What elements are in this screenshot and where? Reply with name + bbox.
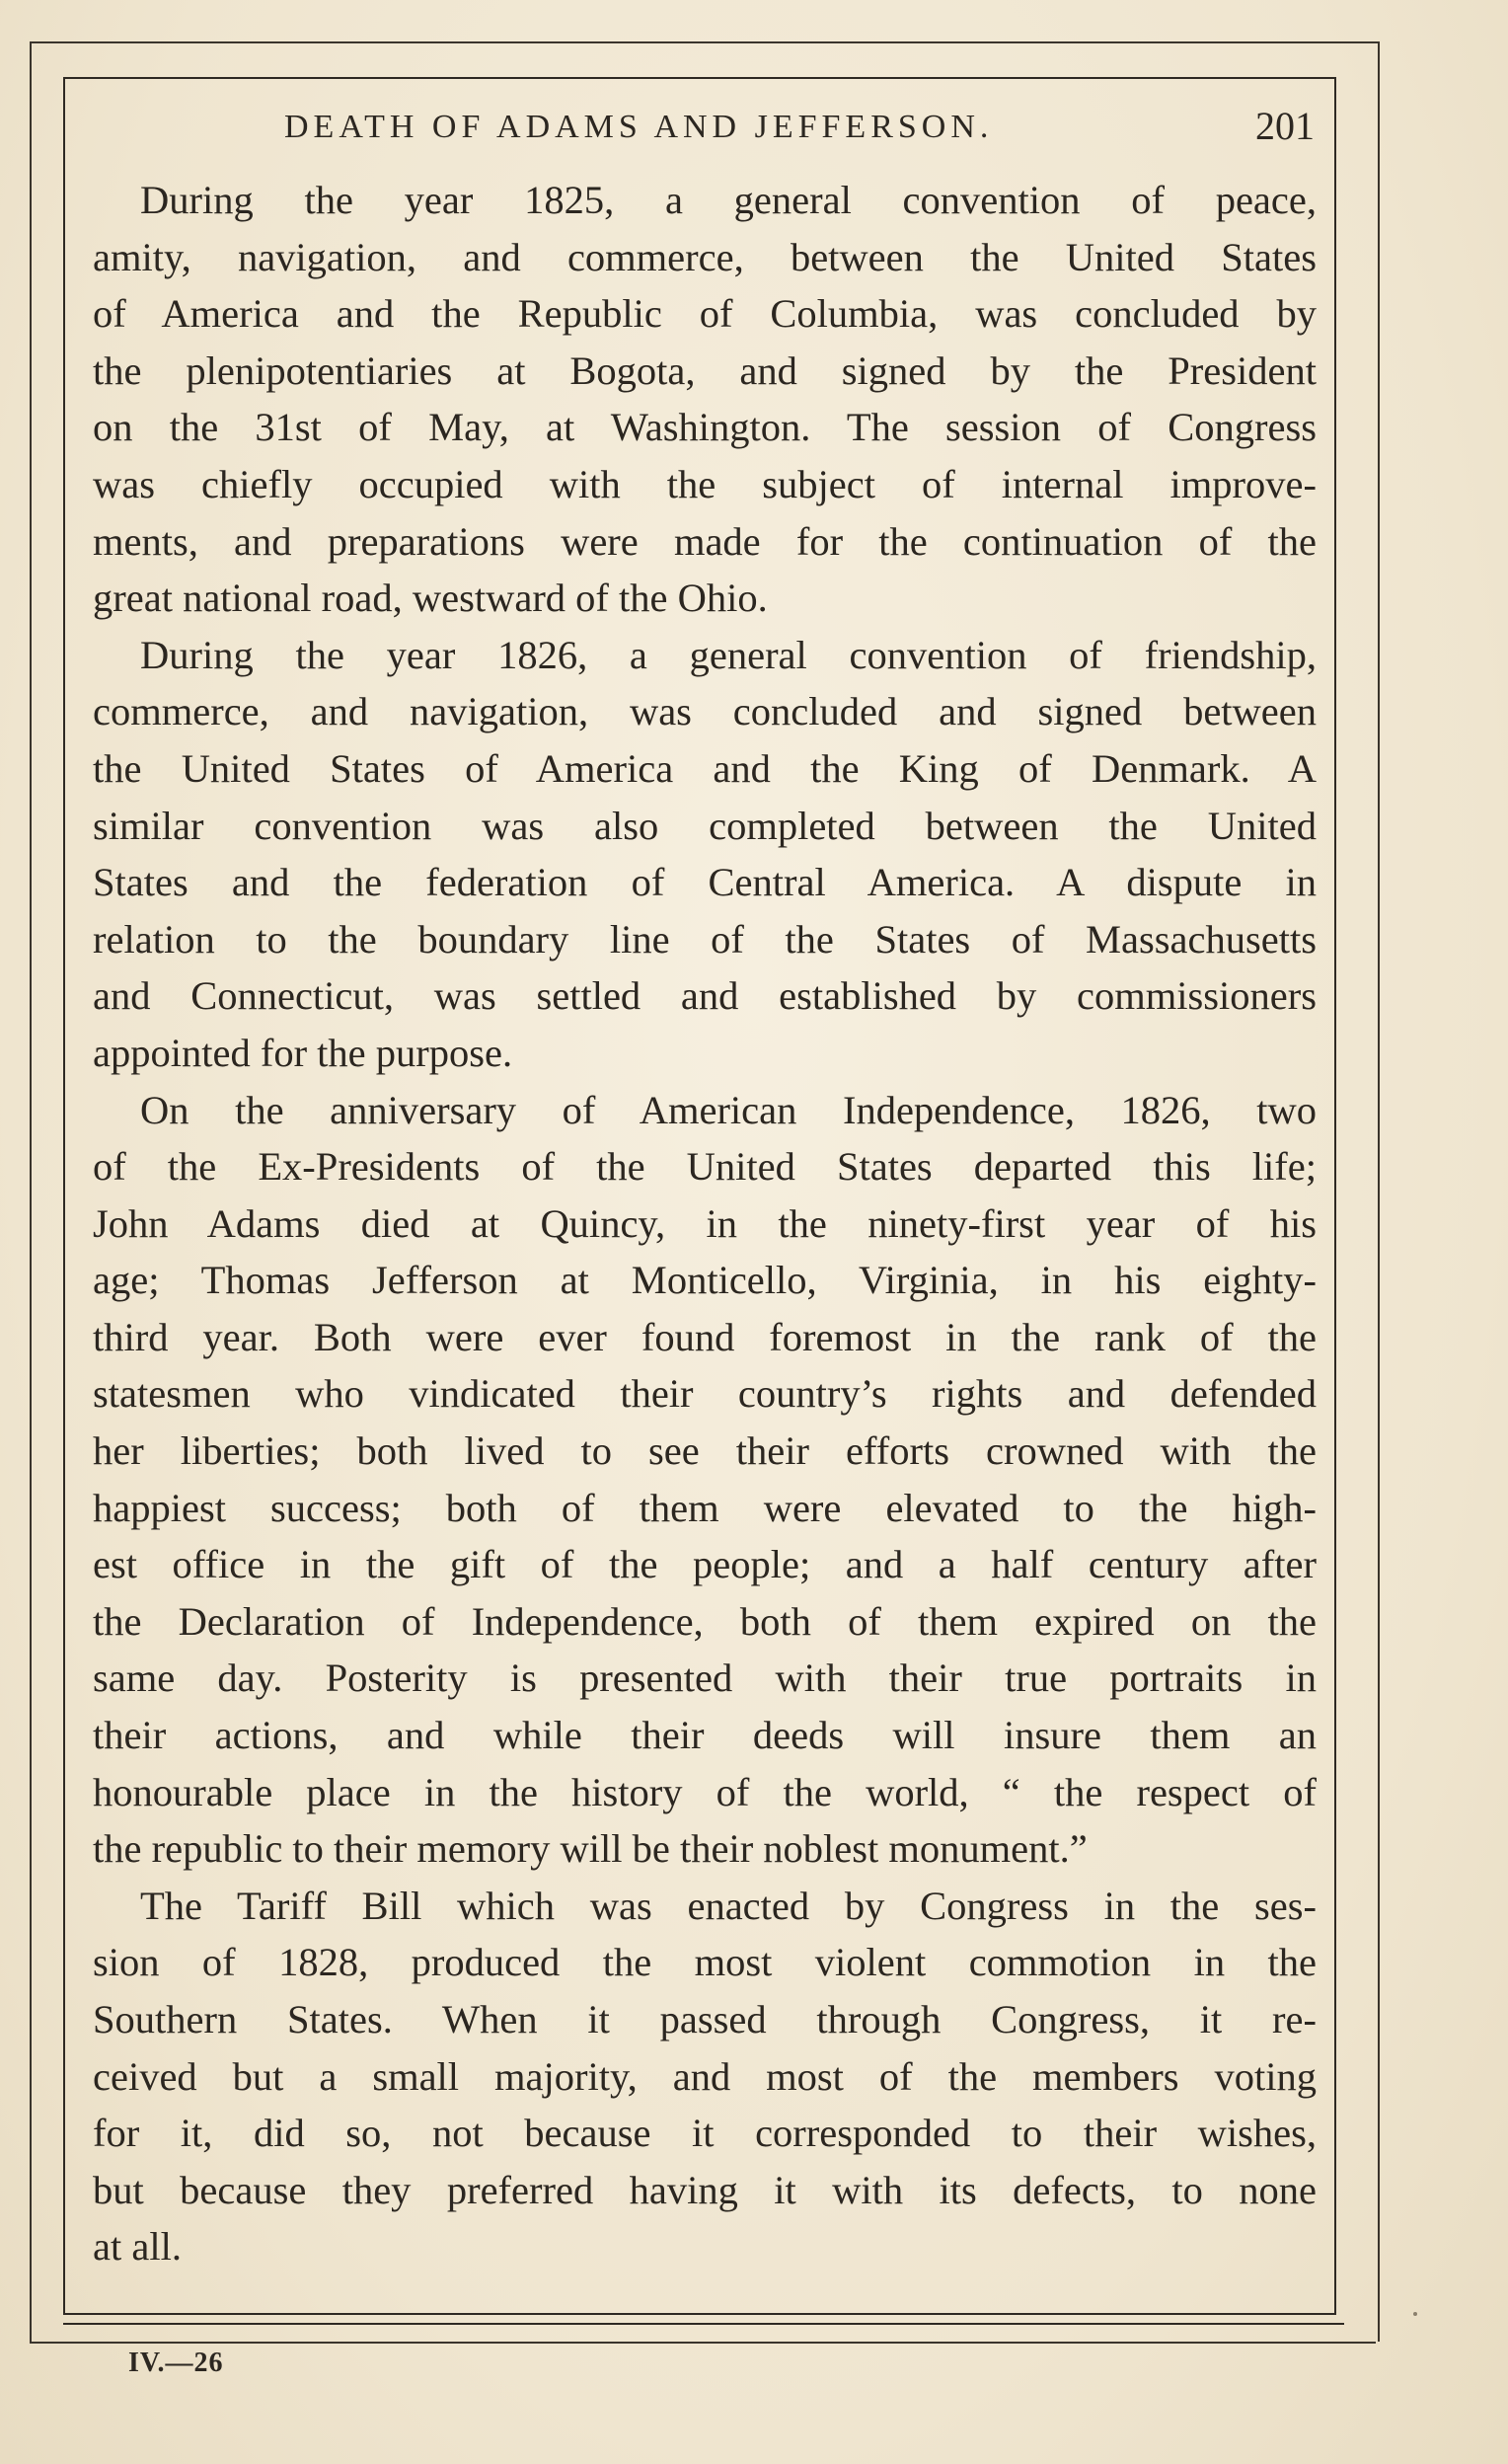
text-line: her liberties; both lived to see their efforts crowned with the: [93, 1428, 1317, 1474]
text-line: the plenipotentiaries at Bogota, and signed by the President: [93, 347, 1317, 393]
signature-mark: IV.—26: [128, 2348, 224, 2378]
text-line: happiest success; both of them were elevated to the high-: [93, 1485, 1317, 1530]
text-line: States and the federation of Central America. A dispute in: [93, 860, 1317, 905]
paragraph-1: [93, 172, 1317, 627]
outer-frame-bottom-rule: [30, 2342, 1376, 2344]
text-line: same day. Posterity is presented with their true portraits in: [93, 1656, 1317, 1701]
text-line: similar convention was also completed between the United: [93, 803, 1317, 848]
text-line: and Connecticut, was settled and established by commissioners: [93, 973, 1317, 1019]
text-line: great national road, westward of the Ohio.: [93, 576, 768, 621]
text-line: ments, and preparations were made for the continuation of the: [93, 518, 1317, 564]
text-line: honourable place in the history of the world, “ the respect of: [93, 1769, 1317, 1814]
paper-speck: [1413, 2312, 1417, 2316]
text-line: statesmen who vindicated their country’s rights and defended: [93, 1371, 1317, 1417]
text-line: the United States of America and the King of Denmark. A: [93, 745, 1317, 791]
body-text: [93, 172, 1317, 2275]
text-line: appointed for the purpose.: [93, 1030, 513, 1075]
text-line: During the year 1826, a general convention of friendship,: [140, 632, 1317, 677]
text-line: Southern States. When it passed through Congress, it re-: [93, 1997, 1317, 2041]
page-header: [91, 103, 1315, 158]
text-line: commerce, and navigation, was concluded and signed between: [93, 689, 1317, 734]
text-line: of the Ex-Presidents of the United States departed this life;: [93, 1144, 1317, 1190]
text-line: amity, navigation, and commerce, between the United States: [93, 234, 1317, 279]
text-line: During the year 1825, a general convention of peace,: [140, 178, 1317, 222]
text-line: their actions, and while their deeds will insure them an: [93, 1713, 1317, 1758]
text-line: at all.: [93, 2224, 182, 2270]
paragraph-4: [93, 1878, 1317, 2275]
text-line: The Tariff Bill which was enacted by Congress in the ses-: [140, 1883, 1317, 1928]
outer-frame-right-rule: [1378, 41, 1380, 2342]
text-line: relation to the boundary line of the States of Massachusetts: [93, 916, 1317, 962]
paragraph-3: [93, 1082, 1317, 1878]
text-line: John Adams died at Quincy, in the ninety-first year of his: [93, 1200, 1317, 1246]
text-line: age; Thomas Jefferson at Monticello, Virginia, in his eighty-: [93, 1258, 1317, 1303]
text-line: of America and the Republic of Columbia, was concluded by: [93, 291, 1317, 337]
text-line: was chiefly occupied with the subject of internal improve-: [93, 461, 1317, 506]
text-frame-double-rule: [63, 2323, 1344, 2325]
text-line: sion of 1828, produced the most violent commotion in the: [93, 1940, 1317, 1985]
text-line: for it, did so, not because it corresponded to their wishes,: [93, 2111, 1317, 2156]
text-line: the Declaration of Independence, both of them expired on the: [93, 1598, 1317, 1644]
text-line: the republic to their memory will be their noblest monument.”: [93, 1826, 1088, 1872]
text-line: on the 31st of May, at Washington. The session of Congress: [93, 405, 1317, 450]
paragraph-2: [93, 627, 1317, 1082]
running-head: DEATH OF ADAMS AND JEFFERSON.: [284, 109, 994, 145]
page-number: 201: [1255, 104, 1315, 148]
text-line: est office in the gift of the people; and a half century after: [93, 1542, 1317, 1587]
text-line: third year. Both were ever found foremost in the rank of the: [93, 1314, 1317, 1359]
text-line: On the anniversary of American Independence, 1826, two: [140, 1087, 1317, 1132]
text-line: ceived but a small majority, and most of the members voting: [93, 2053, 1317, 2099]
text-line: but because they preferred having it with its defects, to none: [93, 2167, 1317, 2212]
